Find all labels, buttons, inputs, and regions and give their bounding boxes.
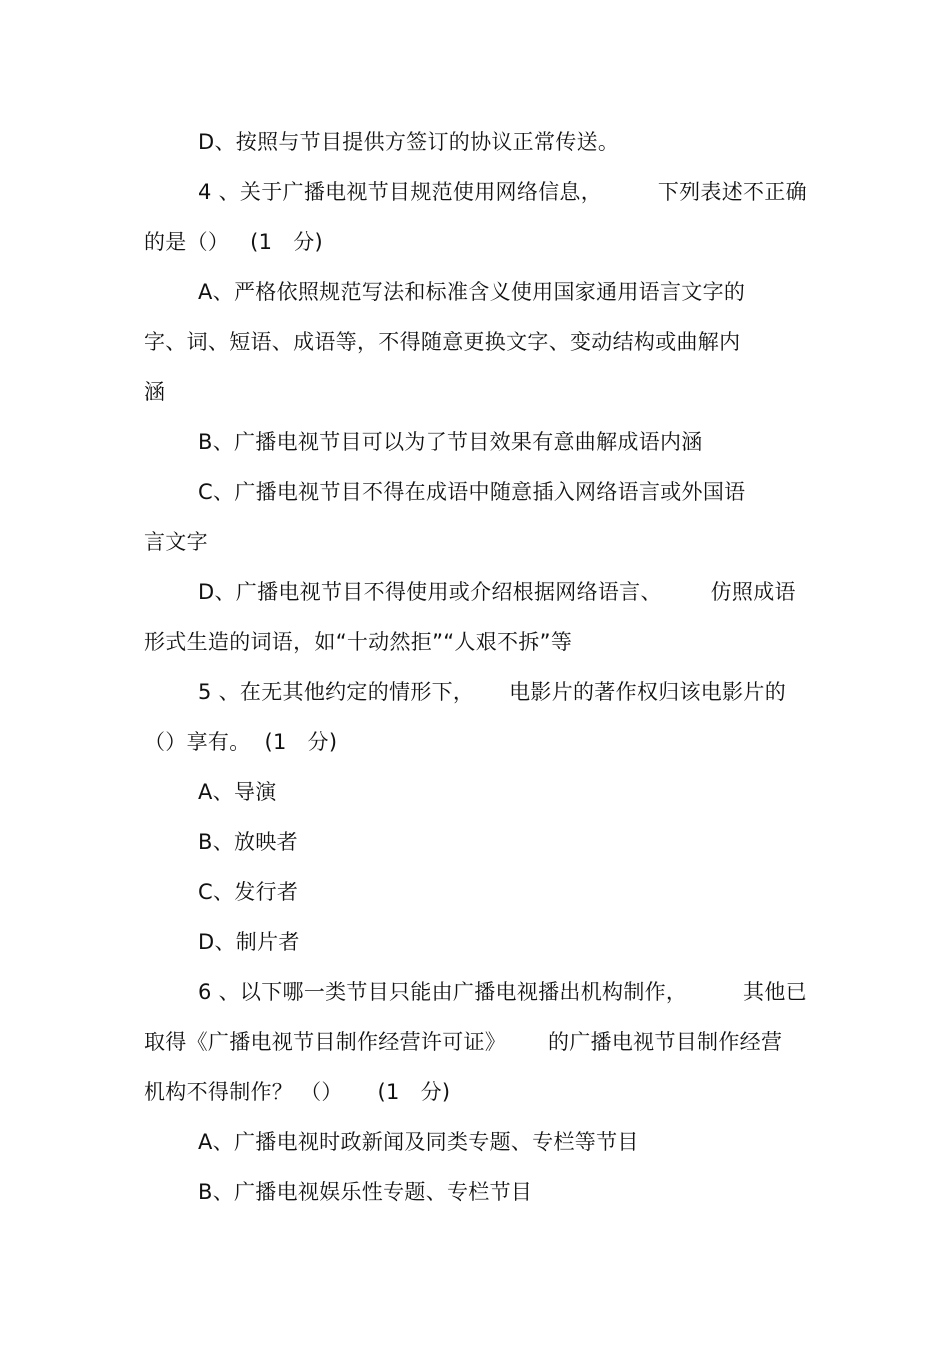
q4-option-a-line-1: A、严格依照规范写法和标准含义使用国家通用语言文字的 xyxy=(198,280,746,304)
q4-stem-line-2: 的是（） (1 分) xyxy=(144,230,323,254)
q6-stem-line-3: 机构不得制作？ （） (1 分) xyxy=(144,1080,451,1104)
q4-option-c-line-1: C、广播电视节目不得在成语中随意插入网络语言或外国语 xyxy=(198,480,746,504)
q4-option-c-line-2: 言文字 xyxy=(144,530,208,554)
q4-option-b: B、广播电视节目可以为了节目效果有意曲解成语内涵 xyxy=(198,430,703,454)
q4-stem-line-1: 4 、关于广播电视节目规范使用网络信息， 下列表述不正确 xyxy=(198,180,807,204)
q4-option-d-line-2: 形式生造的词语，如“十动然拒”“人艰不拆”等 xyxy=(144,630,573,654)
q5-stem-line-2: （）享有。 (1 分) xyxy=(144,730,338,754)
q3-option-d: D、按照与节目提供方签订的协议正常传送。 xyxy=(198,130,620,154)
q5-stem-line-1: 5 、在无其他约定的情形下， 电影片的著作权归该电影片的 xyxy=(198,680,787,704)
q4-option-a-line-2: 字、词、短语、成语等，不得随意更换文字、变动结构或曲解内 xyxy=(144,330,741,354)
q6-option-b: B、广播电视娱乐性专题、专栏节目 xyxy=(198,1180,533,1204)
q5-option-b: B、放映者 xyxy=(198,830,298,854)
q6-option-a: A、广播电视时政新闻及同类专题、专栏等节目 xyxy=(198,1130,639,1154)
q4-option-a-line-3: 涵 xyxy=(144,380,166,404)
q6-stem-line-1: 6 、以下哪一类节目只能由广播电视播出机构制作， 其他已 xyxy=(198,980,807,1004)
q5-option-a: A、导演 xyxy=(198,780,277,804)
q6-stem-line-2: 取得《广播电视节目制作经营许可证》 的广播电视节目制作经营 xyxy=(144,1030,783,1054)
q5-option-c: C、发行者 xyxy=(198,880,299,904)
q5-option-d: D、制片者 xyxy=(198,930,300,954)
q4-option-d-line-1: D、广播电视节目不得使用或介绍根据网络语言、 仿照成语 xyxy=(198,580,796,604)
